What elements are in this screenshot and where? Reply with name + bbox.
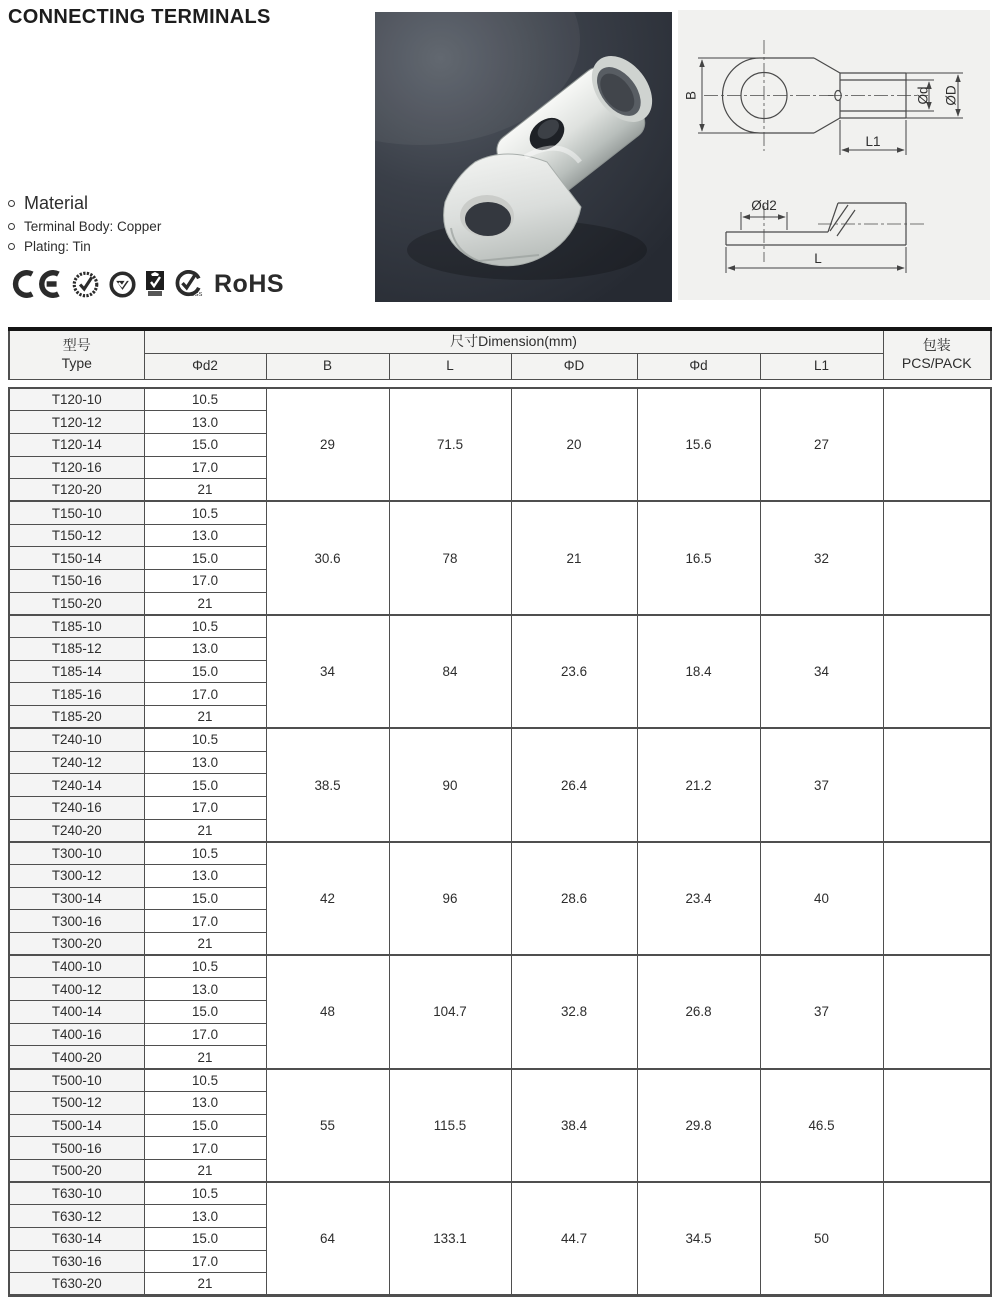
phid2-cell: 13.0 [144,1091,266,1114]
pack-cell [883,955,991,1068]
type-cell: T500-10 [9,1069,144,1092]
phid-cell: 16.5 [637,501,760,614]
l-cell: 84 [389,615,511,728]
type-cell: T120-12 [9,411,144,434]
material-label: Material [24,193,89,213]
spec-table-header [8,327,992,380]
col-header-pack-zh: 包装 [922,337,951,354]
type-cell: T630-20 [9,1273,144,1296]
type-cell: T500-14 [9,1114,144,1137]
phid2-cell: 10.5 [144,842,266,865]
phid2-cell: 21 [144,1159,266,1182]
type-cell: T150-20 [9,592,144,615]
l-cell: 133.1 [389,1182,511,1295]
pack-cell [883,501,991,614]
phid2-cell: 15.0 [144,887,266,910]
dim-label-phi-d2: Ød2 [751,198,777,213]
col-header-l: L [389,353,511,379]
phiD-cell: 20 [511,388,637,501]
phiD-cell: 21 [511,501,637,614]
col-header-phiD: ΦD [511,353,637,379]
col-header-l1: L1 [760,353,883,379]
type-cell: T400-12 [9,978,144,1001]
pack-cell [883,842,991,955]
spec-row [9,1069,991,1092]
l1-cell: 46.5 [760,1069,883,1182]
l1-cell: 34 [760,615,883,728]
phid-cell: 21.2 [637,728,760,841]
dimension-drawing-svg [678,10,990,300]
phid2-cell: 21 [144,479,266,502]
type-cell: T400-14 [9,1001,144,1024]
type-cell: T185-16 [9,683,144,706]
dim-label-b: B [683,90,699,101]
phid2-cell: 21 [144,1273,266,1296]
pack-cell [883,615,991,728]
page-title: CONNECTING TERMINALS [8,6,271,28]
col-header-phid: Φd [637,353,760,379]
material-list [8,193,161,259]
b-cell: 30.6 [266,501,389,614]
bullet-icon [8,200,15,207]
l1-cell: 37 [760,728,883,841]
phid2-cell: 13.0 [144,524,266,547]
phid2-cell: 13.0 [144,411,266,434]
type-cell: T400-10 [9,955,144,978]
bullet-icon [8,223,15,230]
phid-cell: 18.4 [637,615,760,728]
type-cell: T120-14 [9,433,144,456]
type-cell: T185-20 [9,706,144,729]
pack-cell [883,1069,991,1182]
phid-cell: 34.5 [637,1182,760,1295]
l1-cell: 40 [760,842,883,955]
type-cell: T300-20 [9,933,144,956]
b-cell: 48 [266,955,389,1068]
b-cell: 29 [266,388,389,501]
phid2-cell: 21 [144,706,266,729]
type-cell: T185-12 [9,638,144,661]
pack-cell [883,388,991,501]
phid2-cell: 15.0 [144,1001,266,1024]
l1-cell: 32 [760,501,883,614]
svg-text:SGS: SGS [190,292,203,298]
sgs-badge-icon [174,270,204,298]
material-label: Terminal Body: Copper [24,219,162,234]
phid2-cell: 10.5 [144,728,266,751]
pack-cell [883,1182,991,1295]
col-header-type [9,329,144,379]
phid2-cell: 10.5 [144,955,266,978]
col-header-type-zh: 型号 [62,337,91,354]
phid2-cell: 15.0 [144,774,266,797]
phid2-cell: 15.0 [144,547,266,570]
phid-cell: 26.8 [637,955,760,1068]
type-cell: T150-10 [9,501,144,524]
type-cell: T150-16 [9,570,144,593]
spec-row [9,501,991,524]
weee-compliant-badge-icon [72,271,99,298]
col-header-pack [883,329,991,379]
spec-row [9,728,991,751]
phiD-cell: 28.6 [511,842,637,955]
ukas-badge-icon [146,271,164,297]
phid2-cell: 10.5 [144,615,266,638]
type-cell: T300-16 [9,910,144,933]
phid-cell: 15.6 [637,388,760,501]
type-cell: T120-20 [9,479,144,502]
phid2-cell: 17.0 [144,1137,266,1160]
pack-cell [883,728,991,841]
type-cell: T150-12 [9,524,144,547]
type-cell: T240-16 [9,796,144,819]
phid2-cell: 17.0 [144,570,266,593]
certification-logos [6,268,284,300]
phid-cell: 29.8 [637,1069,760,1182]
spec-row [9,1182,991,1205]
l-cell: 78 [389,501,511,614]
phid2-cell: 13.0 [144,751,266,774]
l1-cell: 37 [760,955,883,1068]
col-header-dimension: 尺寸Dimension(mm) [144,329,883,353]
l-cell: 96 [389,842,511,955]
type-cell: T150-14 [9,547,144,570]
top-view-drawing [684,40,964,155]
phid2-cell: 21 [144,933,266,956]
terminal-lug-photo [375,12,672,302]
phid2-cell: 15.0 [144,433,266,456]
col-header-phid2: Φd2 [144,353,266,379]
phid-cell: 23.4 [637,842,760,955]
l-cell: 90 [389,728,511,841]
ce-mark-icon [6,270,62,298]
phid2-cell: 13.0 [144,978,266,1001]
l1-cell: 27 [760,388,883,501]
type-cell: T630-14 [9,1227,144,1250]
b-cell: 34 [266,615,389,728]
type-cell: T500-12 [9,1091,144,1114]
type-cell: T630-10 [9,1182,144,1205]
type-cell: T630-16 [9,1250,144,1273]
phid2-cell: 17.0 [144,456,266,479]
spec-row [9,842,991,865]
material-item [8,193,161,214]
spec-table [8,387,992,1297]
iso-triangle-badge-icon [109,271,136,298]
b-cell: 42 [266,842,389,955]
phid2-cell: 15.0 [144,1114,266,1137]
type-cell: T185-14 [9,660,144,683]
material-item [8,219,161,234]
phid2-cell: 13.0 [144,864,266,887]
dim-label-phi-D: ØD [943,85,959,106]
phid2-cell: 10.5 [144,1069,266,1092]
dim-label-phi-d: Ød [915,86,931,105]
phid2-cell: 21 [144,1046,266,1069]
spec-row [9,955,991,978]
phid2-cell: 10.5 [144,501,266,524]
type-cell: T400-20 [9,1046,144,1069]
phiD-cell: 23.6 [511,615,637,728]
l-cell: 71.5 [389,388,511,501]
rohs-text: RoHS [214,269,285,298]
spec-table-rows [9,388,991,1296]
phid2-cell: 17.0 [144,683,266,706]
phiD-cell: 32.8 [511,955,637,1068]
phiD-cell: 26.4 [511,728,637,841]
l1-cell: 50 [760,1182,883,1295]
type-cell: T120-16 [9,456,144,479]
dim-label-l1: L1 [865,134,881,149]
phiD-cell: 38.4 [511,1069,637,1182]
b-cell: 64 [266,1182,389,1295]
phid2-cell: 13.0 [144,1205,266,1228]
side-view-drawing [726,198,924,273]
phid2-cell: 17.0 [144,796,266,819]
type-cell: T185-10 [9,615,144,638]
type-cell: T300-12 [9,864,144,887]
dim-label-l: L [814,251,822,266]
bullet-icon [8,243,15,250]
phiD-cell: 44.7 [511,1182,637,1295]
phid2-cell: 15.0 [144,1227,266,1250]
type-cell: T120-10 [9,388,144,411]
phid2-cell: 17.0 [144,910,266,933]
type-cell: T500-16 [9,1137,144,1160]
col-header-b: B [266,353,389,379]
b-cell: 38.5 [266,728,389,841]
type-cell: T400-16 [9,1023,144,1046]
type-cell: T240-20 [9,819,144,842]
b-cell: 55 [266,1069,389,1182]
dimension-diagram [678,10,990,300]
phid2-cell: 21 [144,819,266,842]
col-header-pack-en: PCS/PACK [901,354,972,371]
material-item [8,239,161,254]
phid2-cell: 13.0 [144,638,266,661]
type-cell: T300-14 [9,887,144,910]
col-header-type-en: Type [61,354,92,371]
phid2-cell: 10.5 [144,388,266,411]
type-cell: T240-14 [9,774,144,797]
type-cell: T240-12 [9,751,144,774]
phid2-cell: 17.0 [144,1023,266,1046]
l-cell: 115.5 [389,1069,511,1182]
product-photo [375,12,672,302]
phid2-cell: 10.5 [144,1182,266,1205]
spec-row [9,388,991,411]
l-cell: 104.7 [389,955,511,1068]
phid2-cell: 17.0 [144,1250,266,1273]
material-label: Plating: Tin [24,239,91,254]
type-cell: T630-12 [9,1205,144,1228]
spec-row [9,615,991,638]
type-cell: T500-20 [9,1159,144,1182]
type-cell: T300-10 [9,842,144,865]
phid2-cell: 21 [144,592,266,615]
phid2-cell: 15.0 [144,660,266,683]
type-cell: T240-10 [9,728,144,751]
